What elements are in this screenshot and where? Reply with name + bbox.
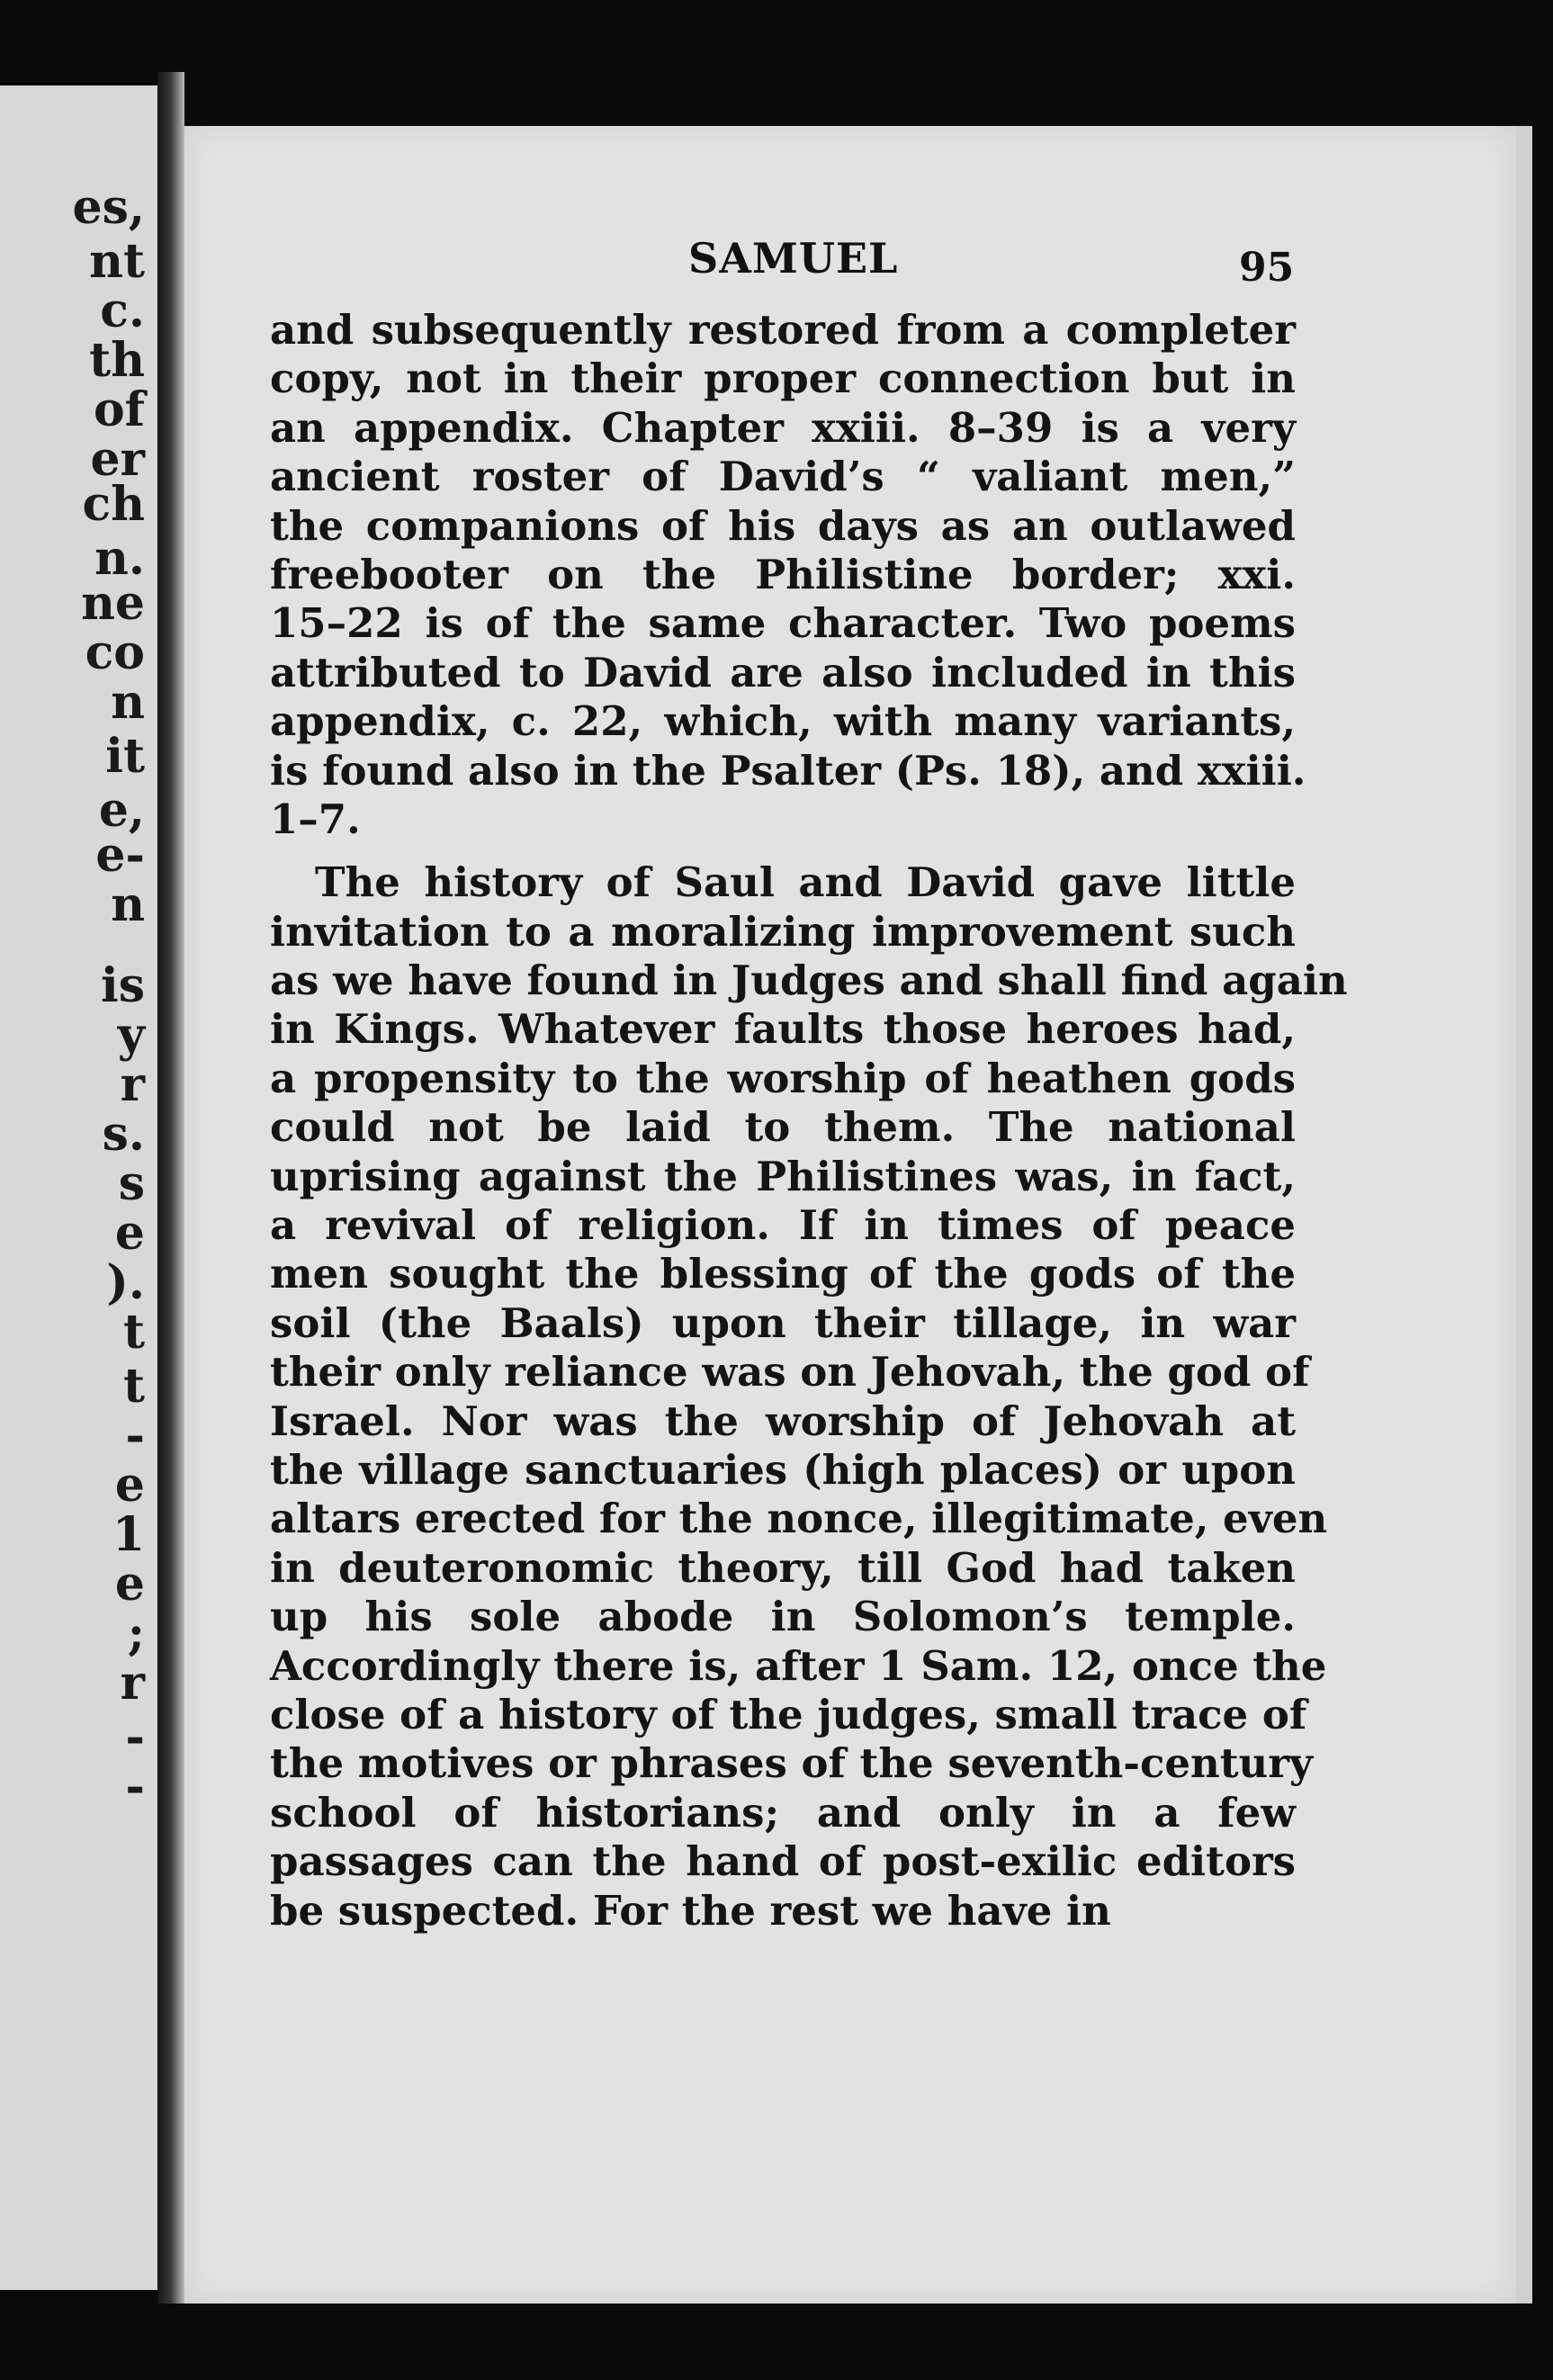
text-line: a revival of religion. If in times of peace <box>270 1201 1296 1250</box>
facing-page-text-fragment: ch <box>82 477 145 532</box>
facing-page-text-fragment: - <box>125 1710 145 1765</box>
page-header <box>184 234 1327 297</box>
book-spine-shadow <box>157 72 184 2304</box>
facing-page-text-fragment: nt <box>89 234 145 289</box>
facing-page-text-fragment: e <box>114 1206 145 1261</box>
text-line: a propensity to the worship of heathen gods <box>270 1054 1296 1102</box>
text-line: attributed to David are also included in this <box>270 648 1296 696</box>
text-line: altars erected for the nonce, illegitimate, even <box>270 1495 1328 1543</box>
text-line: invitation to a moralizing improvement such <box>270 907 1296 956</box>
text-line: as we have found in Judges and shall find again <box>270 956 1348 1005</box>
text-line: the village sanctuaries (high places) or upon <box>270 1445 1296 1494</box>
facing-page-text-fragment: it <box>105 729 145 784</box>
paragraph-2 <box>270 858 1348 1935</box>
text-line: Accordingly there is, after 1 Sam. 12, once the <box>270 1641 1327 1690</box>
text-line: uprising against the Philistines was, in fact, <box>270 1152 1296 1200</box>
text-line: in Kings. Whatever faults those heroes had, <box>270 1005 1296 1054</box>
facing-page-text-fragment: - <box>125 1759 145 1814</box>
facing-page-text-fragment: t <box>122 1305 145 1360</box>
text-line: passages can the hand of post-exilic editors <box>270 1837 1296 1886</box>
facing-page-text-fragment: ; <box>127 1606 145 1661</box>
text-line: could not be laid to them. The national <box>270 1103 1296 1152</box>
text-line: be suspected. For the rest we have in <box>270 1886 1111 1935</box>
text-line: men sought the blessing of the gods of the <box>270 1250 1296 1298</box>
facing-page-text-fragment: th <box>89 333 145 388</box>
text-line: in deuteronomic theory, till God had taken <box>270 1543 1296 1592</box>
text-line: Israel. Nor was the worship of Jehovah at <box>270 1397 1296 1445</box>
text-line: ancient roster of David’s “ valiant men,” <box>270 453 1296 501</box>
text-line: and subsequently restored from a completer <box>270 306 1296 354</box>
facing-page-text-fragment: y <box>117 1008 145 1063</box>
text-line: soil (the Baals) upon their tillage, in war <box>270 1298 1296 1347</box>
text-line: 15–22 is of the same character. Two poems <box>270 599 1296 648</box>
book-page <box>184 126 1532 2304</box>
facing-page-text-fragment: - <box>125 1408 145 1463</box>
text-line: up his sole abode in Solomon’s temple. <box>270 1593 1296 1641</box>
text-line: is found also in the Psalter (Ps. 18), and xxiii. <box>270 746 1306 795</box>
facing-page-text-fragment: e, <box>98 783 145 838</box>
facing-page-text-fragment: e- <box>95 828 145 883</box>
text-line: The history of Saul and David gave little <box>315 858 1296 907</box>
facing-page-text-fragment: er <box>90 432 145 487</box>
text-line: an appendix. Chapter xxiii. 8–39 is a very <box>270 403 1296 452</box>
facing-page-text-fragment: ne <box>81 576 145 631</box>
text-line: copy, not in their proper connection but in <box>270 355 1296 403</box>
text-line: the motives or phrases of the seventh-century <box>270 1739 1314 1788</box>
facing-page-text-fragment: n <box>111 877 145 932</box>
facing-page-text-fragment: 1 <box>112 1507 145 1562</box>
page-number: 95 <box>1239 245 1295 291</box>
facing-page-text-fragment: s <box>118 1156 145 1211</box>
text-line: their only reliance was on Jehovah, the god of <box>270 1348 1310 1397</box>
facing-page-text-fragment: e <box>114 1557 145 1612</box>
body-text <box>270 306 1348 1935</box>
facing-page-text-fragment: c. <box>100 283 145 338</box>
facing-page-text-fragment: of <box>93 382 145 437</box>
text-line: appendix, c. 22, which, with many variants, <box>270 697 1296 746</box>
facing-page-text-fragment: n. <box>94 531 145 586</box>
facing-page-edge <box>0 85 166 2290</box>
facing-page-text-fragment: r <box>120 1057 145 1112</box>
text-line: 1–7. <box>270 795 361 843</box>
facing-page-text-fragment: co <box>85 625 145 680</box>
text-line: the companions of his days as an outlawed <box>270 501 1296 550</box>
running-head: SAMUEL <box>688 234 899 283</box>
facing-page-text-fragment: ). <box>106 1255 145 1310</box>
facing-page-text-fragment: n <box>111 675 145 730</box>
facing-page-text-fragment: es, <box>72 180 145 235</box>
paragraph-1 <box>270 306 1306 844</box>
text-line: school of historians; and only in a few <box>270 1788 1296 1837</box>
facing-page-text-fragment: s. <box>102 1107 145 1162</box>
facing-page-text-fragment: is <box>100 958 145 1013</box>
text-line: freebooter on the Philistine border; xxi. <box>270 550 1296 598</box>
facing-page-text-fragment: t <box>122 1359 145 1414</box>
text-line: close of a history of the judges, small trace of <box>270 1690 1307 1738</box>
facing-page-text-fragment: r <box>120 1656 145 1711</box>
facing-page-text-fragment: e <box>114 1458 145 1513</box>
